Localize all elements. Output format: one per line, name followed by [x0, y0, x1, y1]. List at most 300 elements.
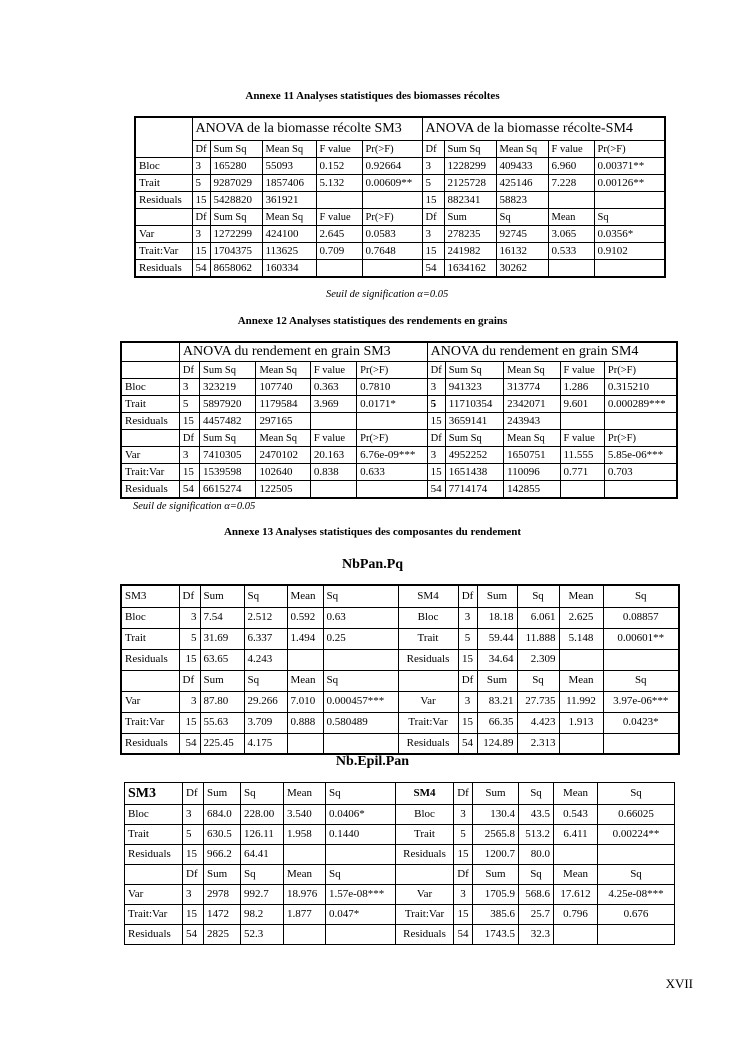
cell [323, 649, 398, 670]
cell: 0.92664 [362, 158, 422, 175]
cell: 4457482 [200, 413, 256, 430]
header-cell: Mean Sq [256, 430, 310, 447]
annex12-right-title: ANOVA du rendement en grain SM4 [427, 342, 677, 362]
cell: 3 [183, 885, 204, 905]
cell: 1651438 [445, 464, 503, 481]
empty-cell [121, 342, 179, 362]
header-cell: Pr(>F) [357, 362, 428, 379]
table-row [125, 805, 675, 825]
cell: 5 [179, 628, 200, 649]
cell: 0.796 [554, 905, 598, 925]
cell: 1.913 [559, 712, 603, 733]
cell: 2125728 [444, 175, 496, 192]
cell: 54 [458, 733, 477, 754]
cell: 102640 [256, 464, 310, 481]
cell: 513.2 [519, 825, 554, 845]
cell: 113625 [262, 243, 316, 260]
cell: 64.41 [241, 845, 284, 865]
cell: 4.25e-08*** [598, 885, 675, 905]
cell: 0.771 [560, 464, 604, 481]
cell: 0.0583 [362, 226, 422, 243]
sm3-label: SM3 [125, 783, 183, 805]
header-cell: Pr(>F) [362, 209, 422, 226]
empty-cell [121, 430, 179, 447]
header-cell: Mean Sq [256, 362, 310, 379]
cell: 6.061 [517, 607, 559, 628]
cell: 30262 [496, 260, 548, 278]
cell: 0.592 [287, 607, 323, 628]
header-cell: Sq [519, 783, 554, 805]
cell [559, 649, 603, 670]
cell [287, 649, 323, 670]
table-row [125, 905, 675, 925]
cell: 3 [422, 158, 444, 175]
header-row [121, 362, 677, 379]
table-row [135, 158, 665, 175]
table-row [121, 447, 677, 464]
cell: 15 [454, 845, 473, 865]
cell [603, 649, 679, 670]
header-cell: Pr(>F) [594, 141, 665, 158]
header-cell: Sq [241, 783, 284, 805]
annex11-title: Annexe 11 Analyses statistiques des biomasses récoltes [245, 90, 500, 102]
cell: 11.555 [560, 447, 604, 464]
cell: 9287029 [210, 175, 262, 192]
cell: 15 [192, 192, 210, 209]
header-cell: Pr(>F) [357, 430, 428, 447]
header-cell: Mean [287, 585, 323, 607]
cell: 0.63 [323, 607, 398, 628]
header-cell: Df [183, 783, 204, 805]
cell: 3 [422, 226, 444, 243]
row-label: Trait [135, 175, 192, 192]
cell [310, 413, 356, 430]
header-cell: Sum [444, 209, 496, 226]
cell: 15 [183, 845, 204, 865]
header-cell: Df [179, 430, 199, 447]
header-cell: F value [310, 362, 356, 379]
header-cell: Df [192, 209, 210, 226]
cell: 15 [179, 649, 200, 670]
header-cell: Sq [323, 670, 398, 691]
nbpan-table [120, 584, 680, 755]
cell: 20.163 [310, 447, 356, 464]
cell: 142855 [504, 481, 560, 499]
cell: 1857406 [262, 175, 316, 192]
cell: 0.00601** [603, 628, 679, 649]
empty-cell [396, 865, 454, 885]
cell: 684.0 [204, 805, 241, 825]
cell [604, 481, 677, 499]
annex12-table [120, 341, 678, 499]
cell: 15 [427, 464, 445, 481]
cell: 16132 [496, 243, 548, 260]
cell: 0.00224** [598, 825, 675, 845]
cell: 0.315210 [604, 379, 677, 396]
header-cell: Sq [326, 783, 396, 805]
cell: 0.00371** [594, 158, 665, 175]
header-cell: Sq [603, 670, 679, 691]
row-label: Var [396, 885, 454, 905]
cell [560, 413, 604, 430]
header-cell: Df [179, 362, 199, 379]
header-cell: Mean Sq [504, 362, 560, 379]
row-label: Var [121, 691, 179, 712]
row-label: Trait [121, 628, 179, 649]
row-label: Var [135, 226, 192, 243]
row-label: Residuals [121, 481, 179, 499]
header-cell: Df [183, 865, 204, 885]
header-cell: Mean Sq [496, 141, 548, 158]
cell [326, 925, 396, 945]
header-cell: Sq [603, 585, 679, 607]
cell [598, 925, 675, 945]
cell: 1.958 [284, 825, 326, 845]
cell: 54 [192, 260, 210, 278]
cell: 15 [192, 243, 210, 260]
cell: 52.3 [241, 925, 284, 945]
header-row [121, 430, 677, 447]
row-label: Trait [398, 628, 458, 649]
cell: 15 [183, 905, 204, 925]
cell: 2.645 [316, 226, 362, 243]
header-cell: Mean [284, 783, 326, 805]
header-cell: Sq [598, 865, 675, 885]
cell [548, 192, 594, 209]
cell: 29.266 [244, 691, 287, 712]
header-cell: Df [422, 209, 444, 226]
table-row [135, 243, 665, 260]
cell: 6.337 [244, 628, 287, 649]
cell: 6.960 [548, 158, 594, 175]
cell: 5.132 [316, 175, 362, 192]
cell: 1.494 [287, 628, 323, 649]
table-row [135, 192, 665, 209]
cell: 5 [458, 628, 477, 649]
cell: 34.64 [477, 649, 517, 670]
cell: 1.57e-08*** [326, 885, 396, 905]
header-cell: Mean Sq [262, 209, 316, 226]
header-cell: F value [310, 430, 356, 447]
header-cell: Df [454, 783, 473, 805]
cell [548, 260, 594, 278]
row-label: Var [121, 447, 179, 464]
cell: 160334 [262, 260, 316, 278]
cell: 424100 [262, 226, 316, 243]
row-label: Trait:Var [125, 905, 183, 925]
header-cell: Sum [477, 670, 517, 691]
cell [603, 733, 679, 754]
cell: 130.4 [473, 805, 519, 825]
cell: 15 [427, 413, 445, 430]
cell: 4952252 [445, 447, 503, 464]
cell: 5.148 [559, 628, 603, 649]
row-label: Bloc [135, 158, 192, 175]
cell: 966.2 [204, 845, 241, 865]
row-label: Residuals [125, 925, 183, 945]
header-cell: Sum [204, 783, 241, 805]
cell: 425146 [496, 175, 548, 192]
cell: 7.54 [200, 607, 244, 628]
table-row [121, 481, 677, 499]
header-row [121, 585, 679, 607]
cell: 0.7648 [362, 243, 422, 260]
cell: 8658062 [210, 260, 262, 278]
annex11-note: Seuil de signification α=0.05 [326, 289, 449, 300]
cell [357, 481, 428, 499]
cell: 3 [179, 379, 199, 396]
cell: 313774 [504, 379, 560, 396]
cell [362, 260, 422, 278]
cell: 18.18 [477, 607, 517, 628]
header-cell: Sum [477, 585, 517, 607]
header-cell: Df [427, 430, 445, 447]
cell: 15 [458, 649, 477, 670]
header-cell: Sum [473, 783, 519, 805]
header-cell: Sum Sq [200, 362, 256, 379]
cell: 17.612 [554, 885, 598, 905]
cell: 0.152 [316, 158, 362, 175]
cell: 1272299 [210, 226, 262, 243]
empty-cell [121, 362, 179, 379]
row-label: Residuals [121, 649, 179, 670]
cell: 15 [179, 464, 199, 481]
table-row [125, 885, 675, 905]
cell [594, 260, 665, 278]
cell [284, 845, 326, 865]
cell: 124.89 [477, 733, 517, 754]
cell: 54 [427, 481, 445, 499]
header-cell: Sum Sq [444, 141, 496, 158]
cell: 3 [454, 805, 473, 825]
header-cell: Df [454, 865, 473, 885]
cell: 225.45 [200, 733, 244, 754]
cell: 3 [179, 691, 200, 712]
table-row [125, 925, 675, 945]
empty-cell [135, 209, 192, 226]
cell: 3 [179, 447, 199, 464]
cell: 1704375 [210, 243, 262, 260]
annex12-note: Seuil de signification α=0.05 [133, 501, 256, 512]
cell [310, 481, 356, 499]
empty-cell [125, 865, 183, 885]
cell: 0.0171* [357, 396, 428, 413]
cell: 7.228 [548, 175, 594, 192]
page-number: XVII [665, 976, 693, 991]
cell: 278235 [444, 226, 496, 243]
header-cell: Df [427, 362, 445, 379]
row-label: Bloc [121, 607, 179, 628]
header-cell: Df [422, 141, 444, 158]
row-label: Bloc [125, 805, 183, 825]
cell: 0.000289*** [604, 396, 677, 413]
cell: 3659141 [445, 413, 503, 430]
cell: 1539598 [200, 464, 256, 481]
cell: 361921 [262, 192, 316, 209]
cell [284, 925, 326, 945]
cell: 25.7 [519, 905, 554, 925]
cell: 0.1440 [326, 825, 396, 845]
header-row [135, 209, 665, 226]
cell: 7.010 [287, 691, 323, 712]
row-label: Residuals [396, 925, 454, 945]
row-label: Bloc [396, 805, 454, 825]
header-cell: Mean [559, 585, 603, 607]
sm3-label: SM3 [121, 585, 179, 607]
row-label: Residuals [121, 733, 179, 754]
cell: 15 [454, 905, 473, 925]
row-label: Residuals [121, 413, 179, 430]
cell [287, 733, 323, 754]
cell: 43.5 [519, 805, 554, 825]
cell: 0.08857 [603, 607, 679, 628]
cell: 1228299 [444, 158, 496, 175]
header-cell: Sq [594, 209, 665, 226]
cell: 0.676 [598, 905, 675, 925]
cell: 241982 [444, 243, 496, 260]
row-label: Residuals [398, 649, 458, 670]
cell: 0.580489 [323, 712, 398, 733]
cell [316, 192, 362, 209]
cell: 3.540 [284, 805, 326, 825]
cell: 15 [179, 413, 199, 430]
header-cell: Mean [284, 865, 326, 885]
cell: 54 [422, 260, 444, 278]
row-label: Residuals [125, 845, 183, 865]
cell: 9.601 [560, 396, 604, 413]
cell: 0.533 [548, 243, 594, 260]
table-row [135, 260, 665, 278]
empty-cell [398, 670, 458, 691]
header-cell: Pr(>F) [604, 362, 677, 379]
cell: 2470102 [256, 447, 310, 464]
header-cell: Sum Sq [210, 209, 262, 226]
cell: 941323 [445, 379, 503, 396]
cell: 1634162 [444, 260, 496, 278]
annex11-group-1 [135, 158, 665, 209]
cell: 0.0406* [326, 805, 396, 825]
empty-cell [121, 670, 179, 691]
cell: 5 [192, 175, 210, 192]
cell: 1743.5 [473, 925, 519, 945]
cell: 323219 [200, 379, 256, 396]
header-cell: Pr(>F) [604, 430, 677, 447]
cell: 5.85e-06*** [604, 447, 677, 464]
header-cell: Mean [559, 670, 603, 691]
nbpan-heading: NbPan.Pq [341, 557, 404, 572]
row-label: Trait:Var [121, 464, 179, 481]
row-label: Trait [396, 825, 454, 845]
cell: 5 [427, 396, 445, 413]
cell: 0.633 [357, 464, 428, 481]
header-cell: Df [179, 585, 200, 607]
row-label: Trait:Var [396, 905, 454, 925]
cell: 568.6 [519, 885, 554, 905]
cell: 0.888 [287, 712, 323, 733]
cell: 409433 [496, 158, 548, 175]
cell: 3 [427, 379, 445, 396]
header-cell: Sq [598, 783, 675, 805]
row-label: Trait [121, 396, 179, 413]
cell: 63.65 [200, 649, 244, 670]
cell: 0.000457*** [323, 691, 398, 712]
cell: 107740 [256, 379, 310, 396]
header-cell: Mean Sq [504, 430, 560, 447]
cell: 4.175 [244, 733, 287, 754]
cell: 0.709 [316, 243, 362, 260]
cell: 1.286 [560, 379, 604, 396]
cell: 5 [179, 396, 199, 413]
cell: 18.976 [284, 885, 326, 905]
header-row [121, 670, 679, 691]
row-label: Trait [125, 825, 183, 845]
cell: 98.2 [241, 905, 284, 925]
header-cell: F value [560, 430, 604, 447]
cell: 630.5 [204, 825, 241, 845]
cell: 5 [454, 825, 473, 845]
row-label: Trait:Var [121, 712, 179, 733]
cell: 3 [179, 607, 200, 628]
cell: 2342071 [504, 396, 560, 413]
row-label: Residuals [398, 733, 458, 754]
table-row [121, 607, 679, 628]
cell: 165280 [210, 158, 262, 175]
header-cell: Sum [200, 585, 244, 607]
table-row [121, 464, 677, 481]
cell: 0.363 [310, 379, 356, 396]
cell: 6615274 [200, 481, 256, 499]
header-cell: F value [316, 209, 362, 226]
sm4-label: SM4 [398, 585, 458, 607]
header-cell: F value [548, 141, 594, 158]
header-cell: Mean Sq [262, 141, 316, 158]
row-label: Trait:Var [398, 712, 458, 733]
cell: 55093 [262, 158, 316, 175]
row-label: Var [398, 691, 458, 712]
cell: 87.80 [200, 691, 244, 712]
cell: 5 [422, 175, 444, 192]
cell: 243943 [504, 413, 560, 430]
header-cell: Sum Sq [445, 430, 503, 447]
cell: 7714174 [445, 481, 503, 499]
cell: 54 [454, 925, 473, 945]
annex11-right-title: ANOVA de la biomasse récolte-SM4 [422, 117, 665, 141]
header-cell: Sq [517, 585, 559, 607]
cell: 297165 [256, 413, 310, 430]
header-cell: Sum Sq [210, 141, 262, 158]
cell: 3 [192, 158, 210, 175]
row-label: Var [125, 885, 183, 905]
cell: 5428820 [210, 192, 262, 209]
cell [598, 845, 675, 865]
header-cell: Sum [473, 865, 519, 885]
cell: 0.838 [310, 464, 356, 481]
header-cell: Sum Sq [445, 362, 503, 379]
header-cell: Sq [244, 585, 287, 607]
row-label: Residuals [135, 192, 192, 209]
header-cell: Sq [323, 585, 398, 607]
table-row [121, 691, 679, 712]
header-cell: Sq [517, 670, 559, 691]
header-cell: Df [192, 141, 210, 158]
cell: 83.21 [477, 691, 517, 712]
cell [326, 845, 396, 865]
cell: 6.411 [554, 825, 598, 845]
row-label: Bloc [398, 607, 458, 628]
row-label: Residuals [396, 845, 454, 865]
cell: 0.543 [554, 805, 598, 825]
header-row [135, 141, 665, 158]
